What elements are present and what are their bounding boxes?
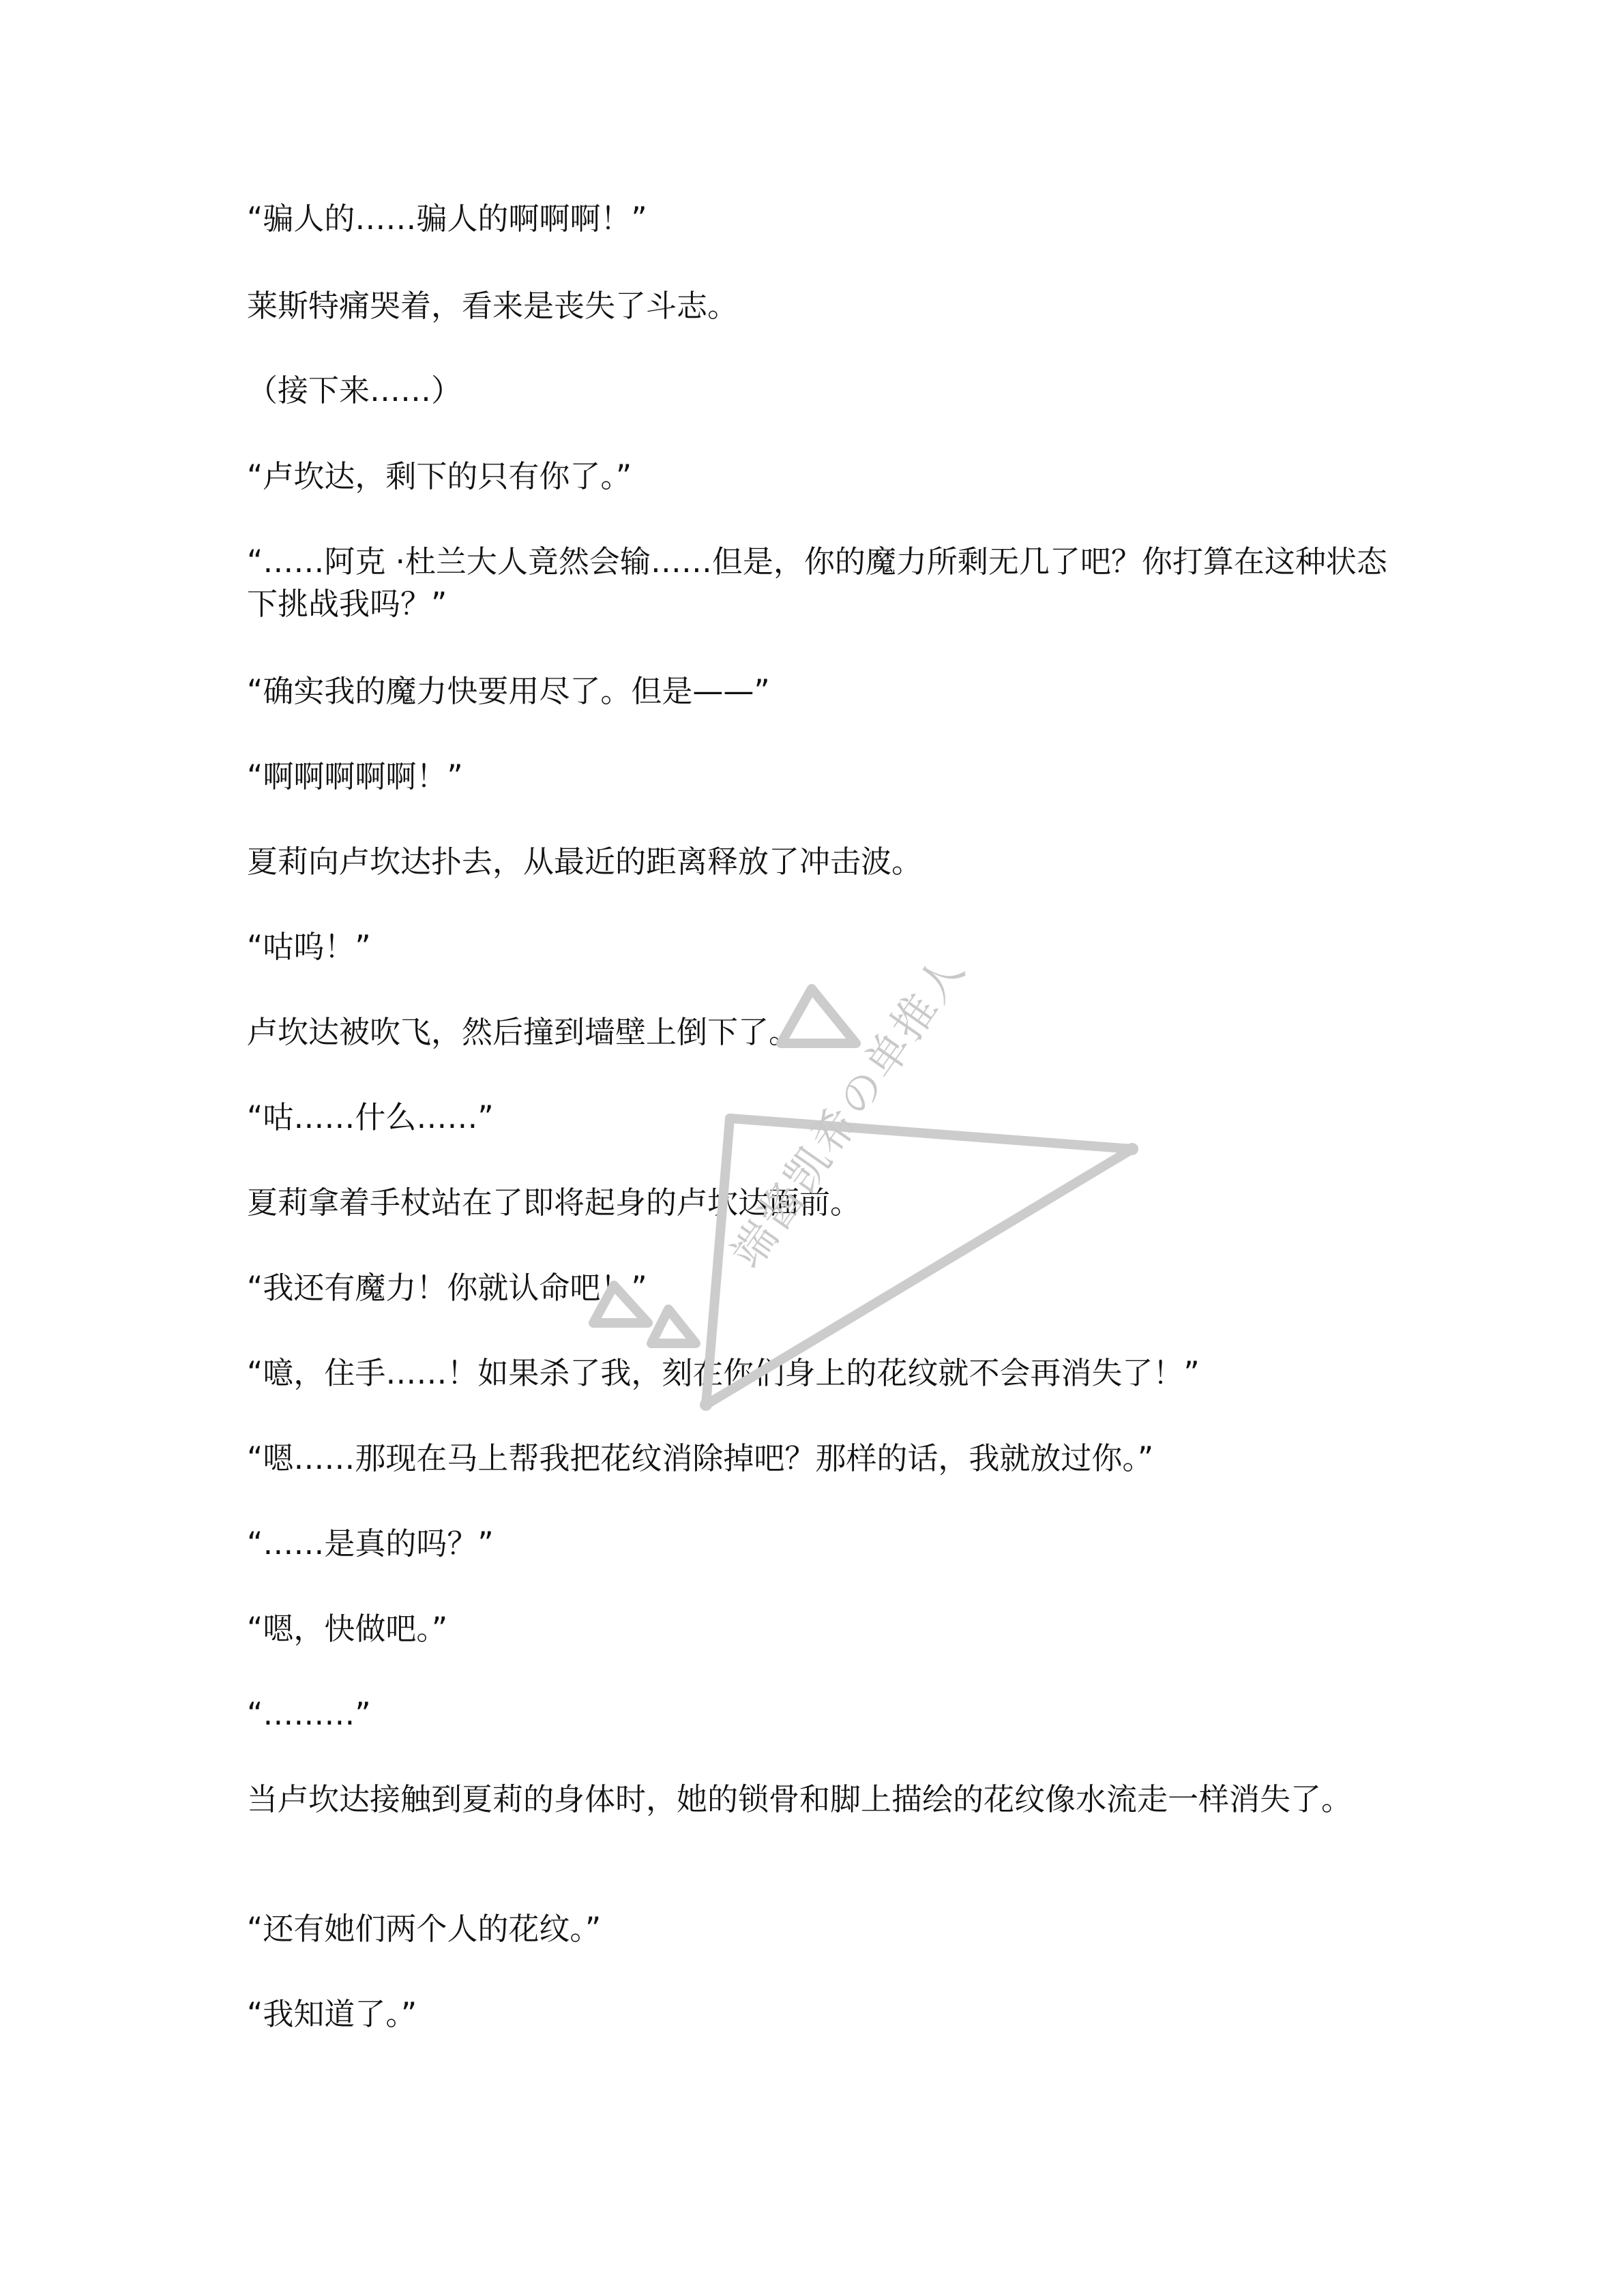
paragraph-4: “卢坎达，剩下的只有你了。” xyxy=(247,458,632,494)
paragraph-15: “嗯……那现在马上帮我把花纹消除掉吧？那样的话，我就放过你。” xyxy=(247,1440,1154,1476)
paragraph-10: 卢坎达被吹飞，然后撞到墙壁上倒下了。 xyxy=(247,1014,800,1050)
paragraph-18: “………” xyxy=(247,1696,371,1732)
paragraph-14: “噫，住手……！如果杀了我，刻在你们身上的花纹就不会再消失了！” xyxy=(247,1355,1200,1391)
paragraph-21: “我知道了。” xyxy=(247,1996,417,2032)
paragraph-12: 夏莉拿着手杖站在了即将起身的卢坎达面前。 xyxy=(247,1184,861,1221)
paragraph-17: “嗯，快做吧。” xyxy=(247,1611,448,1647)
paragraph-6: “确实我的魔力快要用尽了。但是——” xyxy=(247,673,770,709)
paragraph-7: “啊啊啊啊啊！” xyxy=(247,758,463,794)
paragraph-5: “……阿克 ·杜兰大人竟然会输……但是，你的魔力所剩无几了吧？你打算在这种状态下挑战我吗？” xyxy=(247,543,1387,622)
paragraph-20: “还有她们两个人的花纹。” xyxy=(247,1911,602,1947)
paragraph-2: 莱斯特痛哭着，看来是丧失了斗志。 xyxy=(247,288,739,324)
paragraph-9: “咕呜！” xyxy=(247,929,371,965)
watermark-text: 端酱凯希の单推人 xyxy=(722,944,977,1278)
paragraph-8: 夏莉向卢坎达扑去，从最近的距离释放了冲击波。 xyxy=(247,844,923,880)
paragraph-3: （接下来……） xyxy=(247,372,462,408)
paragraph-11: “咕……什么……” xyxy=(247,1099,494,1135)
paragraph-19: 当卢坎达接触到夏莉的身体时，她的锁骨和脚上描绘的花纹像水流走一样消失了。 xyxy=(247,1781,1353,1817)
paragraph-16: “……是真的吗？” xyxy=(247,1525,494,1562)
paragraph-1: “骗人的……骗人的啊啊啊！” xyxy=(247,200,647,237)
paragraph-13: “我还有魔力！你就认命吧！” xyxy=(247,1270,647,1306)
